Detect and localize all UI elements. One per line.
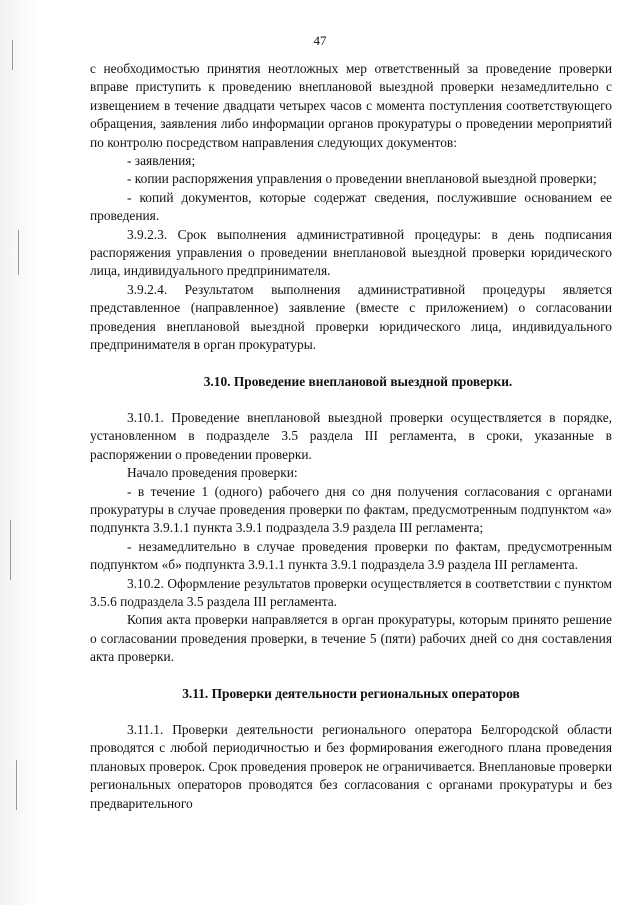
scan-mark xyxy=(10,520,11,580)
scan-mark xyxy=(16,760,17,810)
scan-edge xyxy=(0,0,40,905)
list-item: - незамедлительно в случае проведения проверки по фактам, предусмотренным подпунктом «б» подпункта 3.9.1.1 пункта 3.9.1 подраздела 3.9 раздела III регламента. xyxy=(90,538,612,573)
document-body xyxy=(90,60,612,813)
page-number: 47 xyxy=(313,33,327,48)
paragraph: с необходимостью принятия неотложных мер ответственный за проведение проверки вправе приступить к проведению внеплановой выездной проверки незамедлительно с извещением в течение двадцати четырех часов с момента поступления соответствующего обращения, заявления либо информации органов прокуратуры о проведении мероприятий по контролю посредством направления следующих документов: xyxy=(90,61,612,150)
paragraph: Копия акта проверки направляется в орган прокуратуры, которым принято решение о согласовании проведения проверки, в течение 5 (пяти) рабочих дней со дня составления акта проверки. xyxy=(90,612,612,665)
list-item: - копии распоряжения управления о проведении внеплановой выездной проверки; xyxy=(127,171,597,187)
scan-mark xyxy=(18,230,19,275)
paragraph: Начало проведения проверки: xyxy=(127,465,298,481)
list-item: - копий документов, которые содержат сведения, послужившие основанием ее проведения. xyxy=(90,189,612,224)
paragraph: 3.9.2.4. Результатом выполнения административной процедуры является представленное (направленное) заявление (вместе с приложением) о согласовании проведения внеплановой выездной проверки юридического лица, индивидуального предпринимателя в орган прокуратуры. xyxy=(90,281,612,353)
list-item: - заявления; xyxy=(127,153,196,169)
section-heading-3-10: 3.10. Проведение внеплановой выездной проверки. xyxy=(203,373,513,389)
paragraph: 3.11.1. Проверки деятельности регионального оператора Белгородской области проводятся с любой периодичностью и без формирования ежегодного плана проведения плановых проверок. Срок проведения проверок не ограничивается. Внеплановые проверки региональных операторов проводятся без согласования с органами прокуратуры и без предварительного xyxy=(90,722,612,811)
paragraph: 3.10.1. Проведение внеплановой выездной проверки осуществляется в порядке, установленном в подразделе 3.5 раздела III регламента, в сроки, указанные в распоряжении о проведении проверки. xyxy=(90,409,612,462)
section-heading-3-11: 3.11. Проверки деятельности региональных операторов xyxy=(182,685,520,701)
list-item: - в течение 1 (одного) рабочего дня со дня получения согласования с органами прокуратуры в случае проведения проверки по фактам, предусмотренным подпунктом «а» подпункта 3.9.1.1 пункта 3.9.1 подраздела 3.9 раздела III регламента; xyxy=(90,483,612,536)
paragraph: 3.10.2. Оформление результатов проверки осуществляется в соответствии с пунктом 3.5.6 подраздела 3.5 раздела III регламента. xyxy=(90,575,612,609)
paragraph: 3.9.2.3. Срок выполнения административной процедуры: в день подписания распоряжения управления о проведении внеплановой выездной проверки юридического лица, индивидуального предпринимателя. xyxy=(90,226,612,279)
